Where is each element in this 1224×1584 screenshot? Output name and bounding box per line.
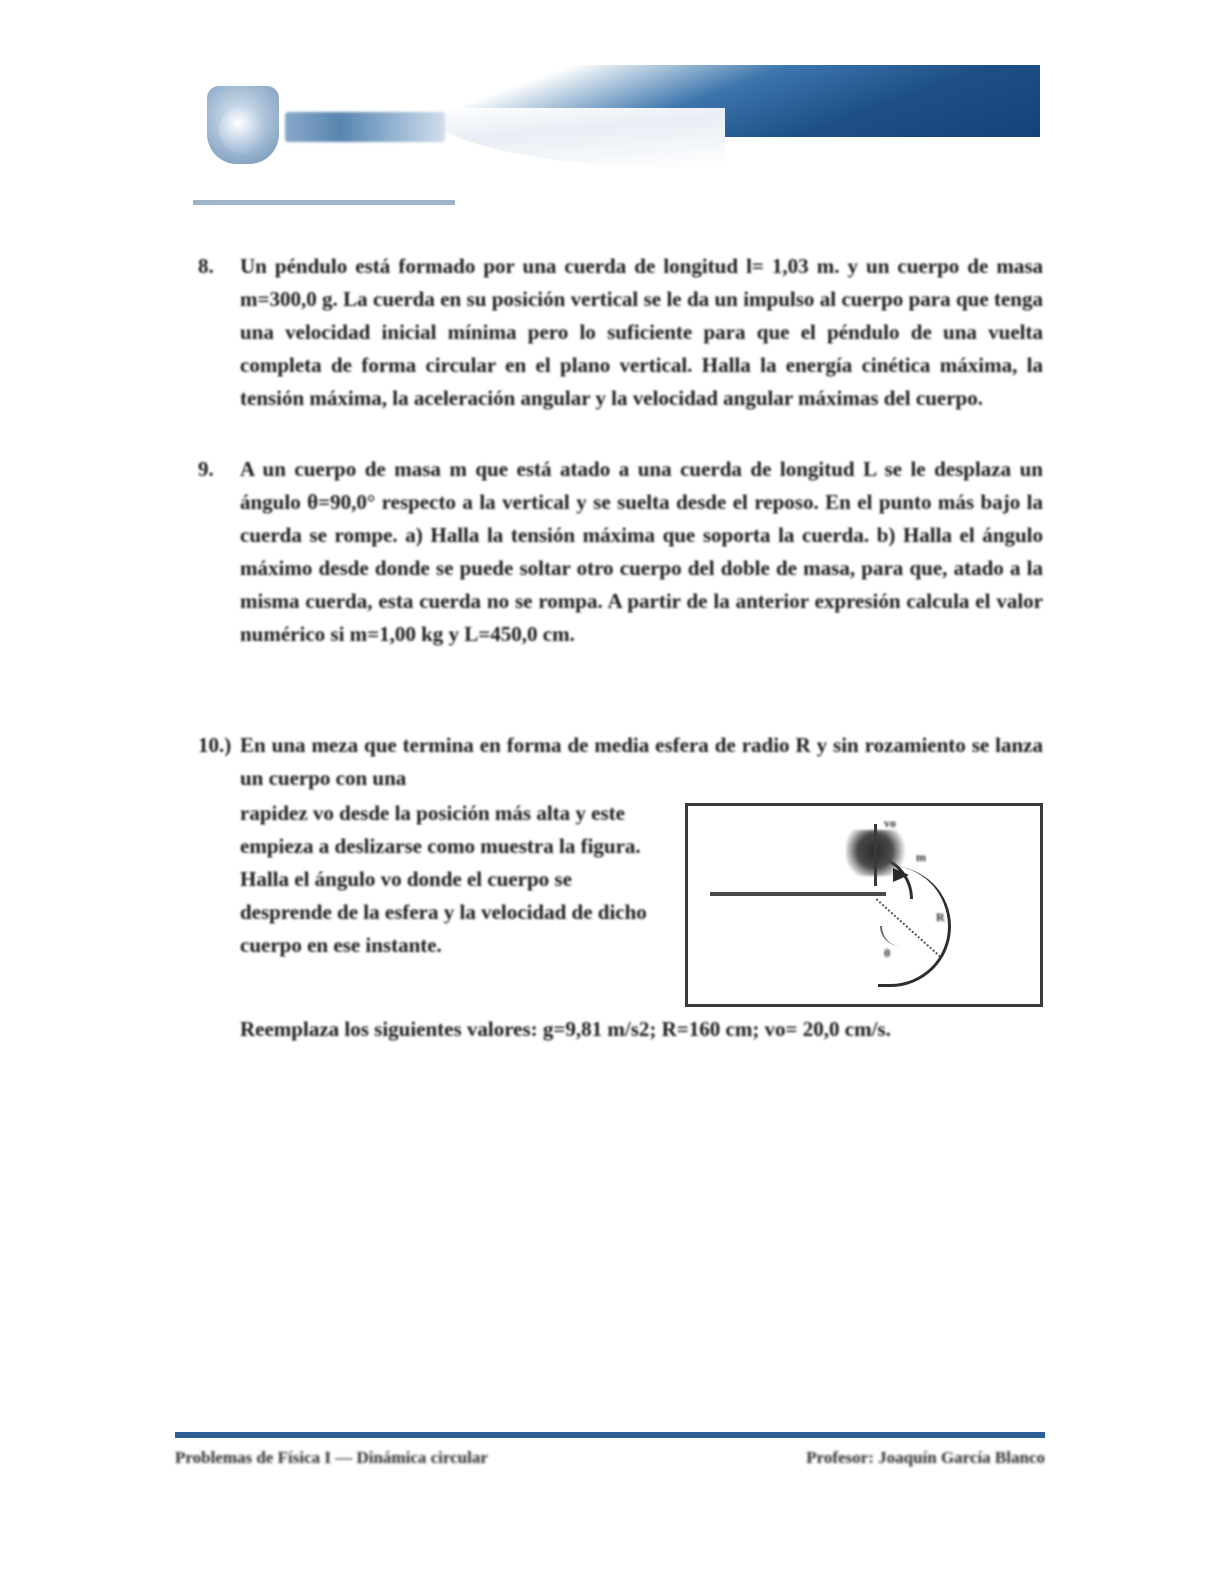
footer-left-text: Problemas de Física I — Dinámica circular: [175, 1448, 488, 1467]
figure-label-m: m: [916, 850, 926, 864]
document-body: [198, 250, 1043, 1046]
page-header: [175, 60, 1040, 190]
problem-number: 8.: [198, 254, 214, 278]
problem-item: [198, 250, 1043, 415]
logo-wordmark: [285, 112, 445, 142]
logo: [193, 82, 448, 174]
university-seal-icon: [207, 86, 279, 164]
figure-label-theta: θ: [884, 946, 891, 960]
problem-text: Un péndulo está formado por una cuerda de longitud l= 1,03 m. y un cuerpo de masa m=300,0 g. La cuerda en su posición vertical se le da un impulso al cuerpo para que tenga una velocidad inicial mínima pero lo suficiente para que el péndulo de una vuelta completa de forma circular en el plano vertical. Halla la energía cinética máxima, la tensión máxima, la aceleración angular y la velocidad angular máximas del cuerpo.: [240, 254, 1043, 410]
header-banner-swoosh-secondary: [425, 108, 725, 168]
problem-item: [198, 729, 1043, 1046]
figure-label-R: R: [936, 910, 945, 924]
problem-number: 9.: [198, 457, 214, 481]
footer-divider: [175, 1432, 1045, 1438]
figure-label-vo: vo: [884, 816, 896, 830]
problem-text-lead: En una meza que termina en forma de media esfera de radio R y sin rozamiento se lanza un cuerpo con una: [240, 733, 1043, 790]
logo-underline: [193, 200, 455, 205]
page-footer: [175, 1448, 1045, 1468]
footer-right-text: Profesor: Joaquín García Blanco: [806, 1448, 1045, 1467]
problem-text: A un cuerpo de masa m que está atado a una cuerda de longitud L se le desplaza un ángulo θ=90,0° respecto a la vertical y se suelta desde el reposo. En el punto más bajo la cuerda se rompe. a) Halla la tensión máxima que soporta la cuerda. b) Halla el ángulo máximo desde donde se puede soltar otro cuerpo del doble de masa, para que, atado a la misma cuerda, esta cuerda no se rompa. A partir de la anterior expresión calcula el valor numérico si m=1,00 kg y L=450,0 cm.: [240, 457, 1043, 646]
problem-item: [198, 453, 1043, 651]
problem-text-tail: Reemplaza los siguientes valores: g=9,81 m/s2; R=160 cm; vo= 20,0 cm/s.: [240, 1017, 891, 1041]
problem-text-wrap: rapidez vo desde la posición más alta y este empieza a deslizarse como muestra la figura. Halla el ángulo vo donde el cuerpo se desprende de la esfera y la velocidad de dicho cuerpo en ese instante.: [240, 801, 647, 957]
problem-number: 10.): [198, 733, 232, 757]
